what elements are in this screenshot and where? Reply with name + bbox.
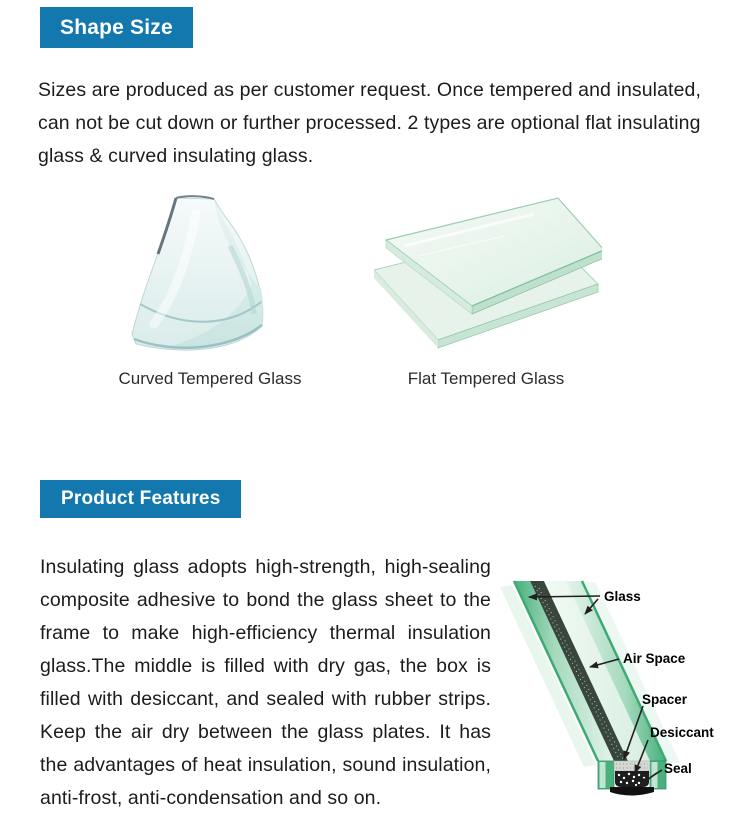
product-features-paragraph: Insulating glass adopts high-strength, high-sealing composite adhesive to bond the glass sheet to the frame to make high-efficiency thermal insulation glass.The middle is filled with dry gas, the box is filled with desiccant, and sealed with rubber strips. Keep the air dry between the glass plates. It has the advantages of heat insulation, sound insulation, anti-frost, anti-condensation and so on. (40, 556, 491, 809)
label-desiccant: Desiccant (650, 725, 714, 740)
bottom-edge-cross-section (598, 761, 666, 796)
spacer-bar (614, 761, 650, 771)
section-heading-product-features: Product Features (40, 480, 241, 518)
flat-glass-stack (374, 198, 602, 348)
label-seal: Seal (664, 761, 692, 776)
flat-glass-illustration (374, 192, 602, 354)
flat-tempered-glass-image (374, 192, 602, 359)
insulating-glass-cross-section (492, 556, 750, 804)
shape-size-paragraph: Sizes are produced as per customer request. Once tempered and insulated, can not be cut down or further processed. 2 types are optional flat insulating glass & curved insulating glass. (38, 79, 701, 167)
label-spacer: Spacer (642, 692, 688, 707)
curved-glass-illustration (112, 186, 307, 356)
label-air-space: Air Space (623, 651, 686, 666)
curved-glass-caption: Curved Tempered Glass (118, 369, 302, 388)
insulating-glass-diagram (492, 556, 750, 809)
section-heading-shape-size: Shape Size (40, 7, 193, 48)
label-glass: Glass (604, 589, 641, 604)
seal-strip (610, 787, 654, 796)
curved-glass-sheet (132, 196, 263, 350)
flat-glass-caption: Flat Tempered Glass (407, 369, 565, 388)
curved-tempered-glass-image (112, 186, 307, 361)
